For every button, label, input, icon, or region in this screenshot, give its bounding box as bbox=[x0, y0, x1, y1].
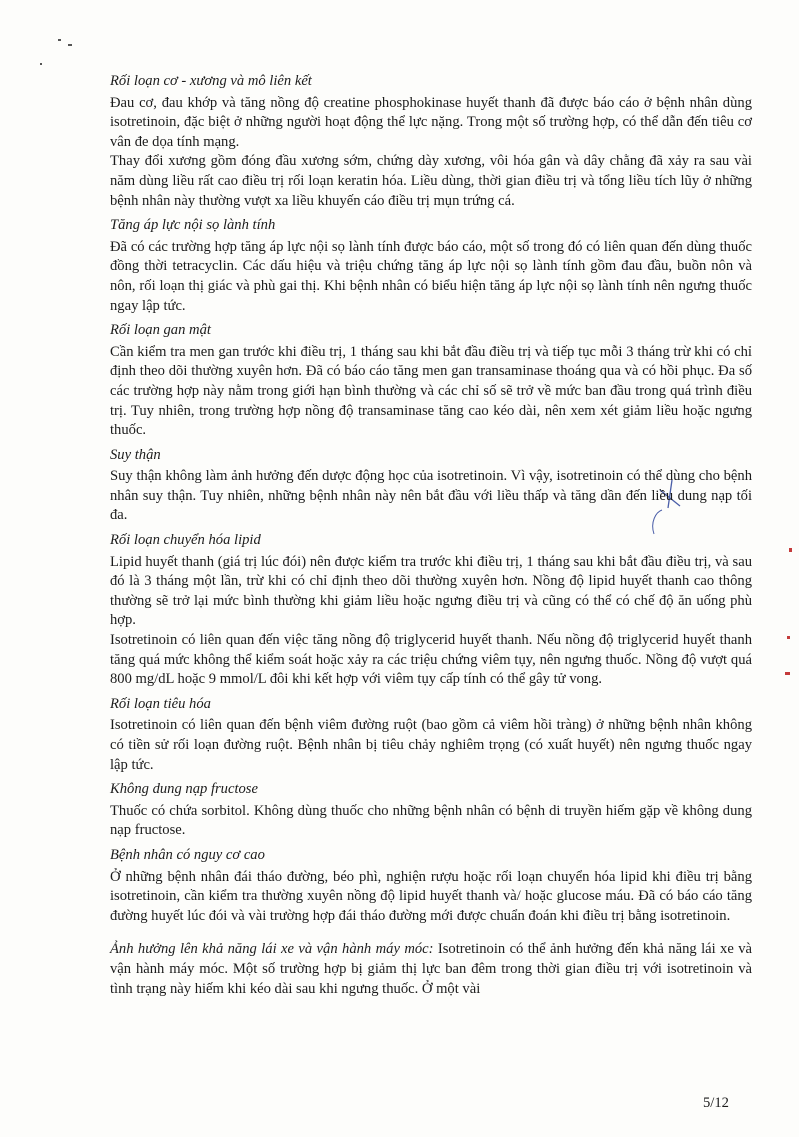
section-heading: Bệnh nhân có nguy cơ cao bbox=[110, 846, 265, 863]
paragraph: Cần kiểm tra men gan trước khi điều trị, 1 tháng sau khi bắt đầu điều trị và tiếp tục mỗi 3 tháng trừ khi có chỉ định theo dõi thường xuyên hơn. Đã có báo cáo tăng men gan transaminase thoáng qua và có hồi phục. Đa số các trường hợp này nằm trong giới hạn bình thường và các chỉ số sẽ trở về mức ban đầu trong quá trình điều trị. Tuy nhiên, trong trường hợp nồng độ transaminase tăng cao kéo dài, nên xem xét giảm liều hoặc ngưng thuốc. bbox=[110, 343, 752, 439]
scan-speck bbox=[40, 63, 42, 65]
paragraph: Thay đổi xương gồm đóng đầu xương sớm, chứng dày xương, vôi hóa gân và dây chằng đã xảy ra sau vài năm dùng liều rất cao điều trị rối loạn keratin hóa. Liều dùng, thời gian điều trị và tổng liều tích lũy ở những bệnh nhân này thường vượt xa liều khuyến cáo điều trị mụn trứng cá. bbox=[110, 153, 752, 209]
scan-speck bbox=[68, 44, 72, 46]
driving-body: Isotretinoin có thể ảnh hưởng đến khả năng lái xe và vận hành máy móc. Một số trường hợp bị giảm thị lực ban đêm trong thời gian điều trị với isotretinoin và tình trạng này hiếm khi kéo dài sau khi ngưng thuốc. Ở một vài bbox=[110, 941, 752, 997]
driving-lead: Ảnh hưởng lên khả năng lái xe và vận hành máy móc: bbox=[110, 941, 434, 958]
paragraph: Thuốc có chứa sorbitol. Không dùng thuốc cho những bệnh nhân có bệnh di truyền hiếm gặp về không dung nạp fructose. bbox=[110, 802, 752, 839]
section-heading: Suy thận bbox=[110, 446, 161, 463]
section-heading: Không dung nạp fructose bbox=[110, 781, 258, 798]
document-body bbox=[110, 72, 752, 999]
section-heading: Rối loạn tiêu hóa bbox=[110, 695, 211, 712]
section-heading: Rối loạn chuyển hóa lipid bbox=[110, 532, 261, 549]
section-heading: Tăng áp lực nội sọ lành tính bbox=[110, 217, 276, 234]
paragraph: Lipid huyết thanh (giá trị lúc đói) nên được kiểm tra trước khi điều trị, 1 tháng sau khi bắt đầu điều trị, và sau đó là 3 tháng một lần, trừ khi có chỉ định theo dõi thường xuyên hơn. Nồng độ lipid huyết thanh cao thông thường sẽ trở lại mức bình thường khi giảm liều hoặc ngưng điều trị và cũng có thể có chế độ ăn uống phù hợp. bbox=[110, 553, 752, 629]
paragraph: Suy thận không làm ảnh hưởng đến dược động học của isotretinoin. Vì vậy, isotretinoin có thể dùng cho bệnh nhân suy thận. Tuy nhiên, những bệnh nhân này nên bắt đầu với liều thấp và tăng dần đến liều dung nạp tối đa. bbox=[110, 468, 752, 524]
section-musculoskeletal bbox=[110, 72, 752, 211]
paragraph: Đau cơ, đau khớp và tăng nồng độ creatine phosphokinase huyết thanh đã được báo cáo ở bệnh nhân dùng isotretinoin, đặc biệt ở những người hoạt động thể lực nặng. Trong một số trường hợp, có thể dẫn đến tiêu cơ vân đe dọa tính mạng. bbox=[110, 94, 752, 150]
section-intracranial-pressure bbox=[110, 216, 752, 316]
margin-mark bbox=[789, 548, 792, 552]
page-number: 5/12 bbox=[703, 1095, 729, 1111]
driving-paragraph bbox=[110, 940, 752, 999]
paragraph: Isotretinoin có liên quan đến bệnh viêm đường ruột (bao gồm cả viêm hồi tràng) ở những bệnh nhân không có tiền sử rối loạn đường ruột. Bệnh nhân bị tiêu chảy nghiêm trọng (có xuất huyết) nên ngưng thuốc ngay lập tức. bbox=[110, 717, 752, 773]
margin-mark bbox=[785, 672, 790, 675]
paragraph: Đã có các trường hợp tăng áp lực nội sọ lành tính được báo cáo, một số trong đó có liên quan đến dùng thuốc đồng thời tetracyclin. Các dấu hiệu và triệu chứng tăng áp lực nội sọ lành tính gồm đau đầu, buồn nôn và nôn, rối loạn thị giác và phù gai thị. Khi bệnh nhân có biểu hiện tăng áp lực nội sọ lành tính nên ngưng thuốc ngay lập tức. bbox=[110, 238, 752, 314]
section-high-risk bbox=[110, 846, 752, 926]
section-heading: Rối loạn cơ - xương và mô liên kết bbox=[110, 73, 312, 89]
scan-speck bbox=[58, 39, 61, 41]
section-heading: Rối loạn gan mật bbox=[110, 322, 211, 339]
margin-mark bbox=[787, 636, 790, 639]
section-gastrointestinal bbox=[110, 695, 752, 775]
section-lipid bbox=[110, 531, 752, 690]
section-hepatobiliary bbox=[110, 321, 752, 441]
paragraph: Ở những bệnh nhân đái tháo đường, béo phì, nghiện rượu hoặc rối loạn chuyển hóa lipid khi điều trị bằng isotretinoin, cần kiểm tra thường xuyên nồng độ lipid huyết thanh và/ hoặc glucose máu. Đã có báo cáo tăng đường huyết lúc đói và vài trường hợp đái tháo đường mới được chuẩn đoán khi điều trị bằng isotretinoin. bbox=[110, 868, 752, 924]
paragraph: Isotretinoin có liên quan đến việc tăng nồng độ triglycerid huyết thanh. Nếu nồng độ triglycerid huyết thanh tăng quá mức không thể kiểm soát hoặc xảy ra các triệu chứng viêm tụy, nên ngưng thuốc. Nồng độ vượt quá 800 mg/dL hoặc 9 mmol/L đôi khi kết hợp với viêm tụy cấp tính có thể gây tử vong. bbox=[110, 632, 752, 688]
section-renal bbox=[110, 446, 752, 526]
section-fructose bbox=[110, 780, 752, 841]
